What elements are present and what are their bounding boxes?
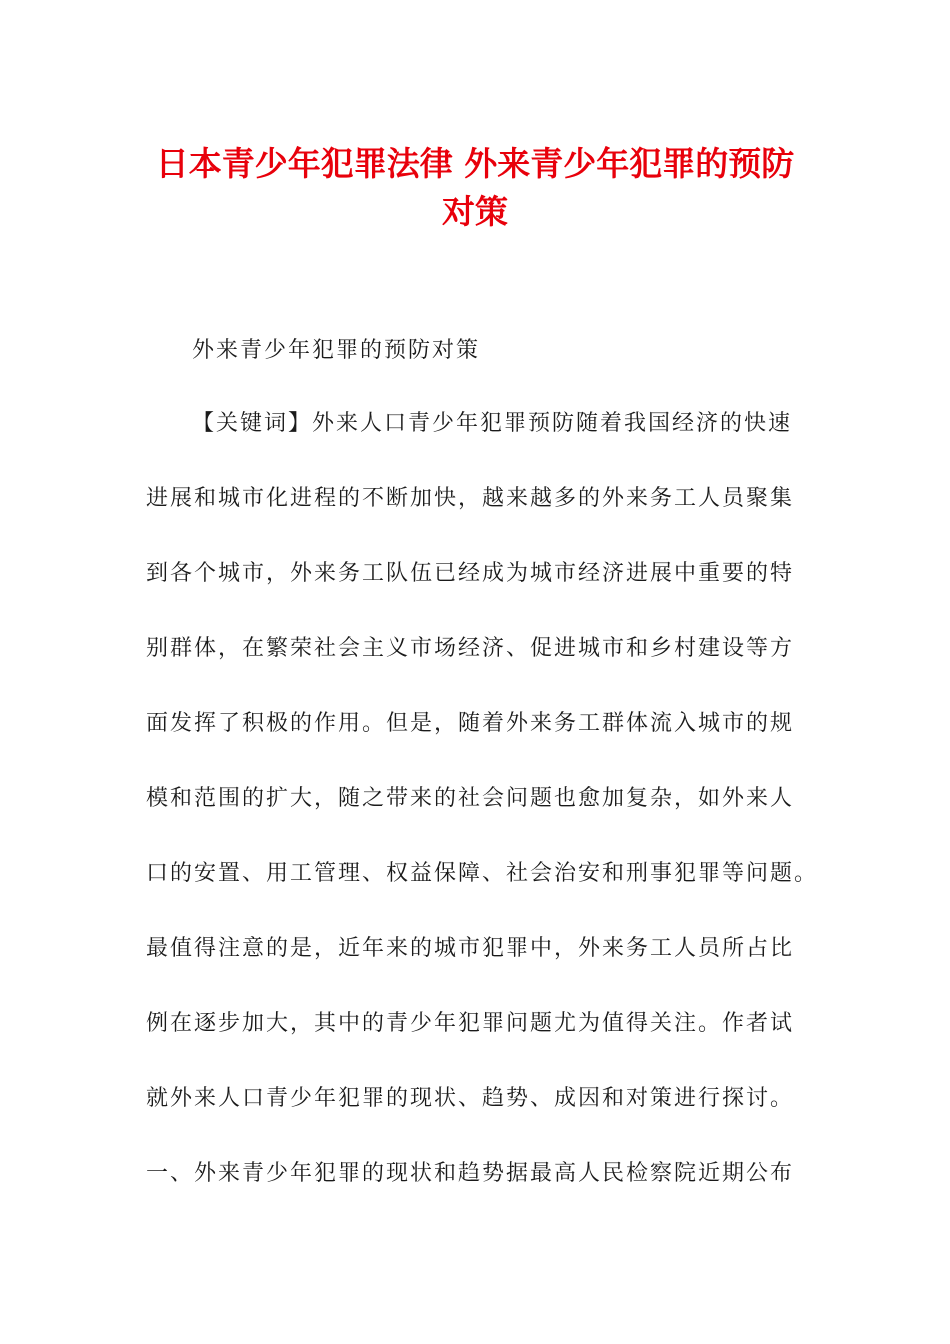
body-line-4: 别群体，在繁荣社会主义市场经济、促进城市和乡村建设等方 — [146, 636, 795, 661]
body-line-2: 进展和城市化进程的不断加快，越来越多的外来务工人员聚集 — [146, 486, 795, 511]
title-line-2: 对策 — [442, 192, 508, 231]
subtitle: 外来青少年犯罪的预防对策 — [192, 338, 481, 363]
body-line-5: 面发挥了积极的作用。但是，随着外来务工群体流入城市的规 — [146, 711, 795, 736]
body-line-8: 最值得注意的是，近年来的城市犯罪中，外来务工人员所占比 — [146, 936, 795, 961]
title-line-1: 日本青少年犯罪法律 外来青少年犯罪的预防 — [155, 144, 795, 183]
body-line-6: 模和范围的扩大，随之带来的社会问题也愈加复杂，如外来人 — [146, 786, 795, 811]
body-line-1: 【关键词】外来人口青少年犯罪预防随着我国经济的快速 — [192, 411, 793, 436]
document-title — [100, 140, 850, 236]
body-line-7: 口的安置、用工管理、权益保障、社会治安和刑事犯罪等问题。 — [146, 861, 819, 886]
body-line-10: 就外来人口青少年犯罪的现状、趋势、成因和对策进行探讨。 — [146, 1086, 795, 1111]
body-line-11: 一、外来青少年犯罪的现状和趋势据最高人民检察院近期公布 — [146, 1161, 795, 1186]
body-line-9: 例在逐步加大，其中的青少年犯罪问题尤为值得关注。作者试 — [146, 1011, 795, 1036]
body-line-3: 到各个城市，外来务工队伍已经成为城市经济进展中重要的特 — [146, 561, 795, 586]
